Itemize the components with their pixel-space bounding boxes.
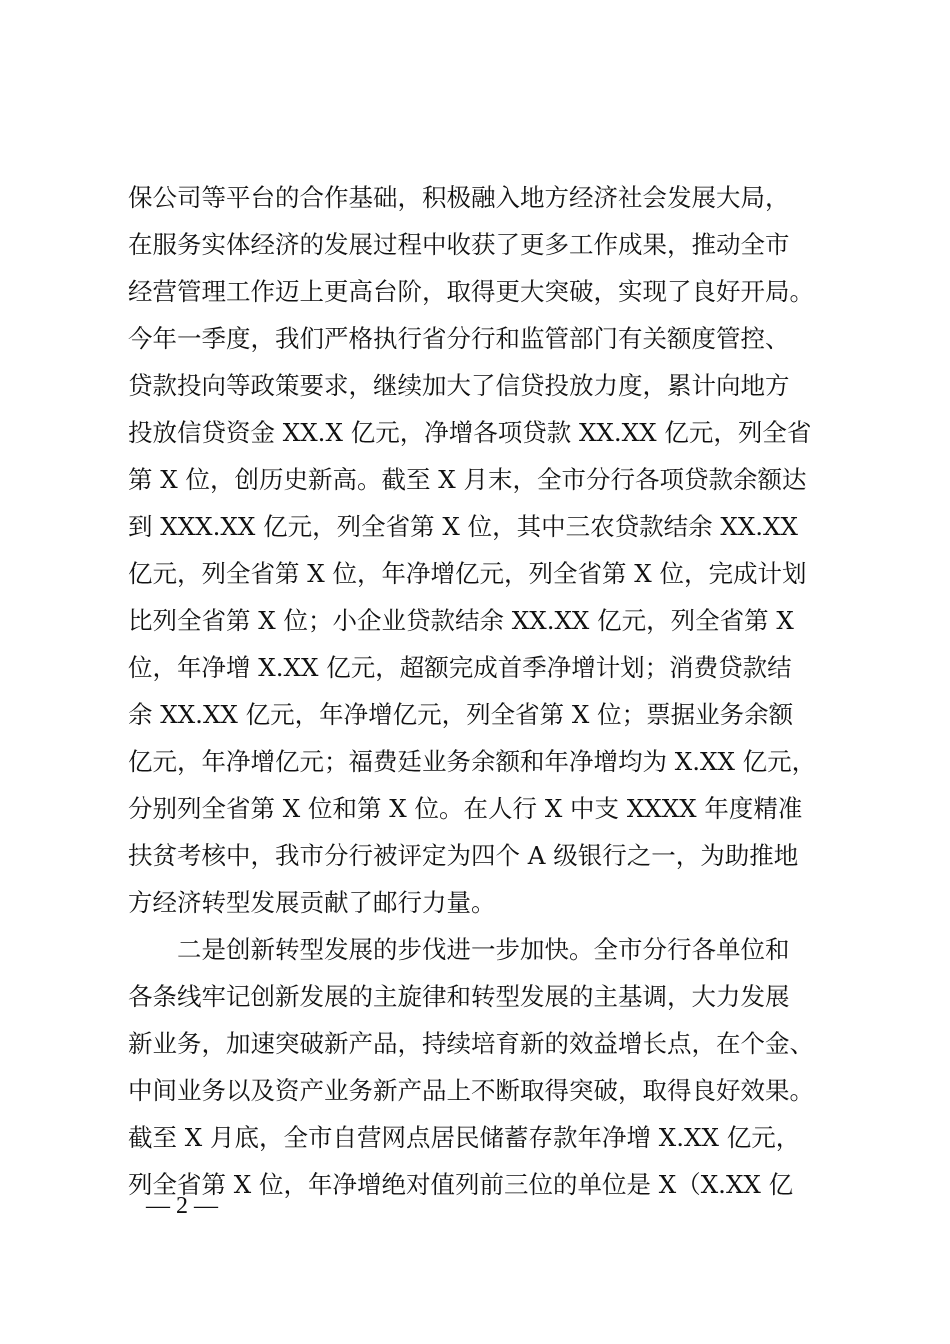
text-line: 亿元，年净增亿元；福费廷业务余额和年净增均为 X.XX 亿元， [128, 747, 817, 776]
text-line: 截至 X 月底，全市自营网点居民储蓄存款年净增 X.XX 亿元， [128, 1123, 801, 1152]
text-line: 到 XXX.XX 亿元，列全省第 X 位，其中三农贷款结余 XX.XX [128, 512, 798, 541]
text-line: 中间业务以及资产业务新产品上不断取得突破，取得良好效果。 [128, 1076, 814, 1105]
text-line: 亿元，列全省第 X 位，年净增亿元，列全省第 X 位，完成计划 [128, 559, 807, 588]
text-line: 在服务实体经济的发展过程中收获了更多工作成果，推动全市 [128, 230, 790, 259]
text-line: 各条线牢记创新发展的主旋律和转型发展的主基调，大力发展 [128, 982, 790, 1011]
text-line: 第 X 位，创历史新高。截至 X 月末，全市分行各项贷款余额达 [128, 465, 807, 494]
text-line: 贷款投向等政策要求，继续加大了信贷投放力度，累计向地方 [128, 371, 790, 400]
text-line: 扶贫考核中，我市分行被评定为四个 A 级银行之一，为助推地 [128, 841, 799, 870]
text-line: 比列全省第 X 位；小企业贷款结余 XX.XX 亿元，列全省第 X [128, 606, 794, 635]
paragraph-start-line: 二是创新转型发展的步伐进一步加快。全市分行各单位和 [128, 935, 790, 964]
text-line: 位，年净增 X.XX 亿元，超额完成首季净增计划；消费贷款结 [128, 653, 792, 682]
text-line: 新业务，加速突破新产品，持续培育新的效益增长点，在个金、 [128, 1029, 814, 1058]
text-line: 列全省第 X 位，年净增绝对值列前三位的单位是 X（X.XX 亿 [128, 1170, 794, 1199]
text-line: 分别列全省第 X 位和第 X 位。在人行 X 中支 XXXX 年度精准 [128, 794, 803, 823]
text-line: 今年一季度，我们严格执行省分行和监管部门有关额度管控、 [128, 324, 790, 353]
text-line: 经营管理工作迈上更高台阶，取得更大突破，实现了良好开局。 [128, 277, 814, 306]
text-line: 保公司等平台的合作基础，积极融入地方经济社会发展大局， [128, 183, 790, 212]
text-line: 投放信贷资金 XX.X 亿元，净增各项贷款 XX.XX 亿元，列全省 [128, 418, 812, 447]
text-line: 方经济转型发展贡献了邮行力量。 [128, 888, 496, 917]
page-number: — 2 — [146, 1193, 218, 1219]
text-line: 余 XX.XX 亿元，年净增亿元，列全省第 X 位；票据业务余额 [128, 700, 794, 729]
